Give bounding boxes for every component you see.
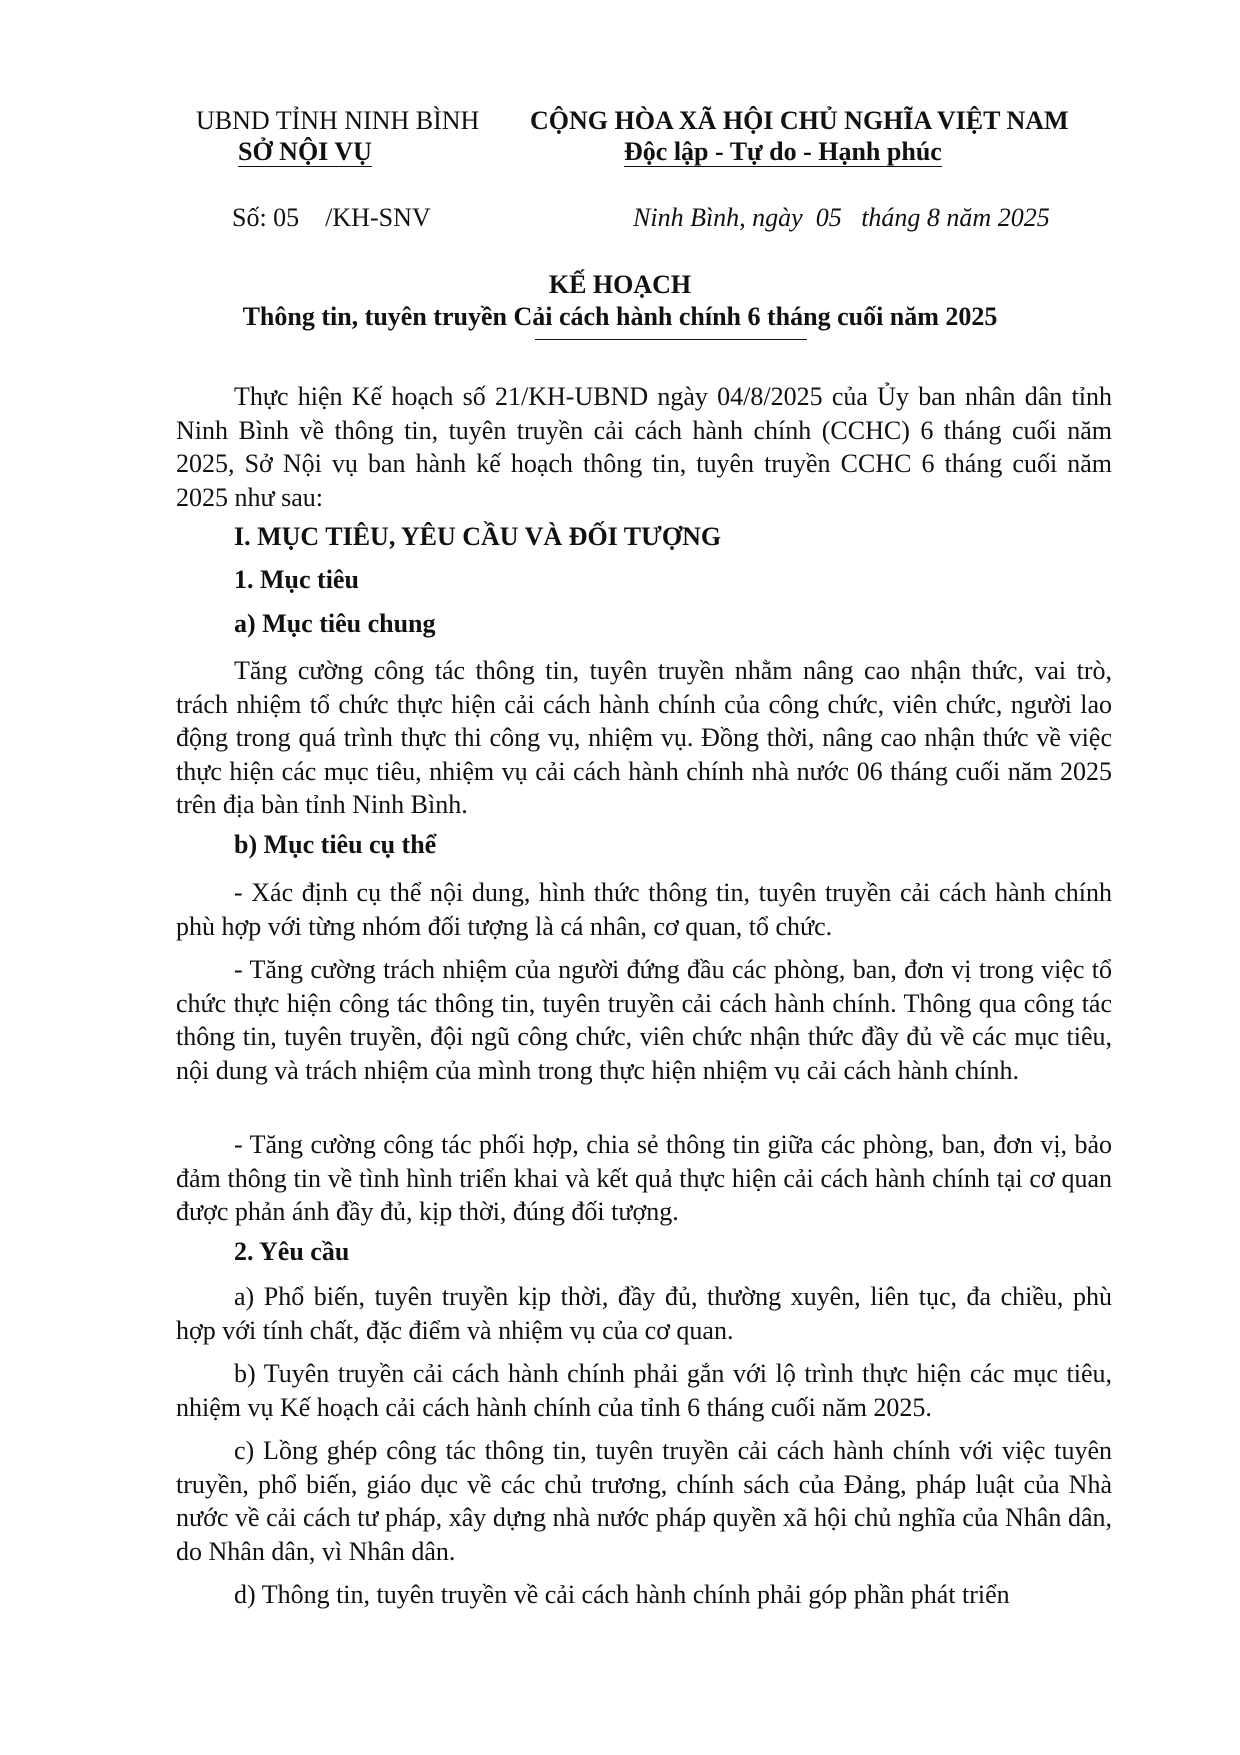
paragraph: b) Tuyên truyền cải cách hành chính phải gắn với lộ trình thực hiện các mục tiêu, nhiệm vụ Kế hoạch cải cách hành chính của tỉnh 6 tháng cuối năm 2025.: [176, 1359, 1112, 1422]
national-motto-label: Độc lập - Tự do - Hạnh phúc: [624, 137, 942, 166]
intro-paragraph: Thực hiện Kế hoạch số 21/KH-UBND ngày 04/8/2025 của Ủy ban nhân dân tỉnh Ninh Bình về thông tin, tuyên truyền cải cách hành chính (CCHC) 6 tháng cuối năm 2025, Sở Nội vụ ban hành kế hoạch thông tin, tuyên truyền CCHC 6 tháng cuối năm 2025 như sau:: [176, 382, 1112, 512]
subsection-heading: 2. Yêu cầu: [234, 1237, 350, 1266]
paragraph: - Tăng cường công tác phối hợp, chia sẻ thông tin giữa các phòng, ban, đơn vị, bảo đảm thông tin về tình hình triển khai và kết quả thực hiện cải cách hành chính tại cơ quan được phản ánh đầy đủ, kịp thời, đúng đối tượng.: [176, 1130, 1112, 1226]
national-motto: [624, 137, 942, 167]
paragraph: - Tăng cường trách nhiệm của người đứng đầu các phòng, ban, đơn vị trong việc tổ chức thực hiện công tác thông tin, tuyên truyền cải cách hành chính. Thông qua công tác thông tin, tuyên truyền, đội ngũ công chức, viên chức nhận thức đầy đủ về các mục tiêu, nội dung và trách nhiệm của mình trong thực hiện nhiệm vụ cải cách hành chính.: [176, 955, 1112, 1085]
document-number: Số: 05 /KH-SNV: [232, 203, 431, 232]
document-subtitle: Thông tin, tuyên truyền Cải cách hành chính 6 tháng cuối năm 2025: [242, 302, 998, 331]
subsection-heading: a) Mục tiêu chung: [234, 609, 436, 638]
subsection-heading: b) Mục tiêu cụ thể: [234, 830, 437, 859]
paragraph: a) Phổ biến, tuyên truyền kịp thời, đầy đủ, thường xuyên, liên tục, đa chiều, phù hợp với tính chất, đặc điểm và nhiệm vụ của cơ quan.: [176, 1282, 1112, 1345]
paragraph: - Xác định cụ thể nội dung, hình thức thông tin, tuyên truyền cải cách hành chính phù hợp với từng nhóm đối tượng là cá nhân, cơ quan, tổ chức.: [176, 878, 1112, 941]
title-divider: [535, 339, 807, 340]
subsection-heading: 1. Mục tiêu: [234, 565, 359, 594]
section-heading: I. MỤC TIÊU, YÊU CẦU VÀ ĐỐI TƯỢNG: [234, 522, 722, 551]
paragraph: c) Lồng ghép công tác thông tin, tuyên truyền cải cách hành chính với việc tuyên truyền, phổ biến, giáo dục về các chủ trương, chính sách của Đảng, pháp luật của Nhà nước về cải cách tư pháp, xây dựng nhà nước pháp quyền xã hội chủ nghĩa của Nhân dân, do Nhân dân, vì Nhân dân.: [176, 1436, 1112, 1566]
paragraph: Tăng cường công tác thông tin, tuyên truyền nhằm nâng cao nhận thức, vai trò, trách nhiệm tổ chức thực hiện cải cách hành chính của công chức, viên chức, người lao động trong quá trình thực thi công vụ, nhiệm vụ. Đồng thời, nâng cao nhận thức về việc thực hiện các mục tiêu, nhiệm vụ cải cách hành chính nhà nước 06 tháng cuối năm 2025 trên địa bàn tỉnh Ninh Bình.: [176, 656, 1112, 819]
issuing-authority: UBND TỈNH NINH BÌNH: [196, 106, 480, 135]
paragraph: d) Thông tin, tuyên truyền về cải cách hành chính phải góp phần phát triển: [234, 1580, 1010, 1609]
place-date: Ninh Bình, ngày 05 tháng 8 năm 2025: [633, 203, 1050, 232]
issuing-department-label: SỞ NỘI VỤ: [238, 137, 372, 166]
document-title: KẾ HOẠCH: [548, 270, 692, 299]
national-title: CỘNG HÒA XÃ HỘI CHỦ NGHĨA VIỆT NAM: [530, 106, 1069, 135]
issuing-department: [238, 137, 372, 167]
